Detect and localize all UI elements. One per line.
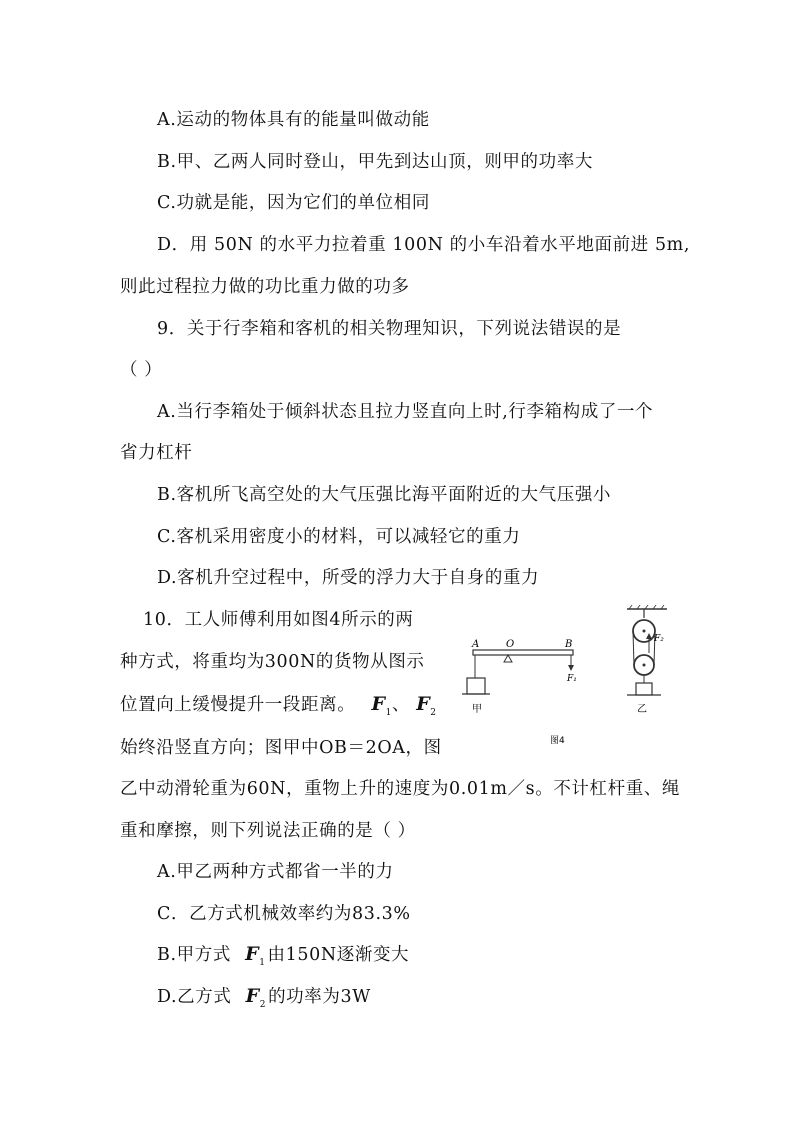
point-a-label: A (472, 639, 480, 650)
q8-option-d-line1: D．用 50N 的水平力拉着重 100N 的小车沿着水平地面前进 5m, (157, 235, 691, 255)
q10-stem-line6: 重和摩擦，则下列说法正确的是（ ） (120, 821, 416, 841)
point-o-label: O (506, 639, 515, 650)
q9-option-c: C.客机采用密度小的材料，可以减轻它的重力 (157, 527, 521, 547)
f1-letter: F (371, 693, 386, 715)
f2-letter: F (416, 693, 431, 715)
point-b-label: B (565, 639, 573, 650)
q9-stem-line1: 9．关于行李箱和客机的相关物理知识，下列说法错误的是 (157, 319, 622, 339)
q8-option-b: B.甲、乙两人同时登山，甲先到达山顶，则甲的功率大 (157, 152, 593, 172)
option-b-f1-letter: F (245, 943, 260, 965)
q10-option-d-prefix: D.乙方式 (157, 987, 232, 1007)
option-b-f1-symbol (245, 943, 266, 968)
q10-option-d (157, 983, 371, 1010)
q10-stem-line3-text: 位置向上缓慢提升一段距离。 (120, 695, 356, 715)
option-b-f1-subscript: 1 (259, 957, 266, 968)
q9-option-d: D.客机升空过程中，所受的浮力大于自身的重力 (157, 568, 540, 588)
q9-option-b: B.客机所飞高空处的大气压强比海平面附近的大气压强小 (157, 485, 612, 505)
q9-stem-line2: （ ） (120, 360, 163, 380)
pulley-diagram (627, 605, 667, 715)
label-jia: 甲 (472, 704, 482, 715)
force-f2-symbol (416, 693, 437, 718)
figure-caption: 图4 (550, 736, 565, 746)
q10-option-b-prefix: B.甲方式 (157, 945, 231, 965)
q10-stem-line5: 乙中动滑轮重为60N，重物上升的速度为0.01m／s。不计杠杆重、绳 (120, 779, 681, 799)
lever-weight (467, 678, 485, 694)
figure-4 (455, 605, 675, 755)
q10-stem-line3 (120, 691, 437, 718)
force-f1-symbol (371, 693, 392, 718)
q10-option-c: C．乙方式机械效率约为83.3% (157, 904, 411, 924)
q10-stem-line1: 10．工人师傅利用如图4所示的两 (143, 610, 414, 630)
q10-option-b-suffix: 由150N逐渐变大 (267, 945, 410, 965)
q8-option-c: C.功就是能，因为它们的单位相同 (157, 193, 430, 213)
f1-arrow-head (568, 665, 574, 671)
q9-option-a-line2: 省力杠杆 (120, 443, 193, 463)
label-yi: 乙 (637, 704, 647, 715)
f1-subscript: 1 (385, 707, 392, 718)
f2-arrow-head (646, 633, 652, 639)
q8-option-d-line2: 则此过程拉力做的功比重力做的功多 (120, 277, 410, 297)
lever-bar (473, 650, 573, 655)
q8-option-a: A.运动的物体具有的能量叫做动能 (157, 110, 430, 130)
lever-diagram (462, 639, 577, 715)
f1-label: F₁ (567, 674, 577, 684)
q10-option-d-suffix: 的功率为3W (268, 987, 371, 1007)
f2-label: F₂ (654, 634, 664, 644)
option-d-f2-subscript: 2 (259, 999, 267, 1010)
option-d-f2-symbol (245, 985, 267, 1010)
q10-option-a: A.甲乙两种方式都省一半的力 (157, 862, 394, 882)
fulcrum (504, 655, 512, 662)
f2-subscript: 2 (430, 707, 437, 718)
q10-stem-line2: 种方式，将重均为300N的货物从图示 (120, 652, 425, 672)
q10-stem-line4: 始终沿竖直方向；图甲中OB＝2OA，图 (120, 738, 442, 758)
q10-option-b (157, 941, 409, 968)
q9-option-a-line1: A.当行李箱处于倾斜状态且拉力竖直向上时,行李箱构成了一个 (157, 402, 654, 422)
pulley-weight (636, 683, 652, 695)
option-d-f2-letter: F (245, 985, 260, 1007)
separator: 、 (391, 695, 411, 715)
